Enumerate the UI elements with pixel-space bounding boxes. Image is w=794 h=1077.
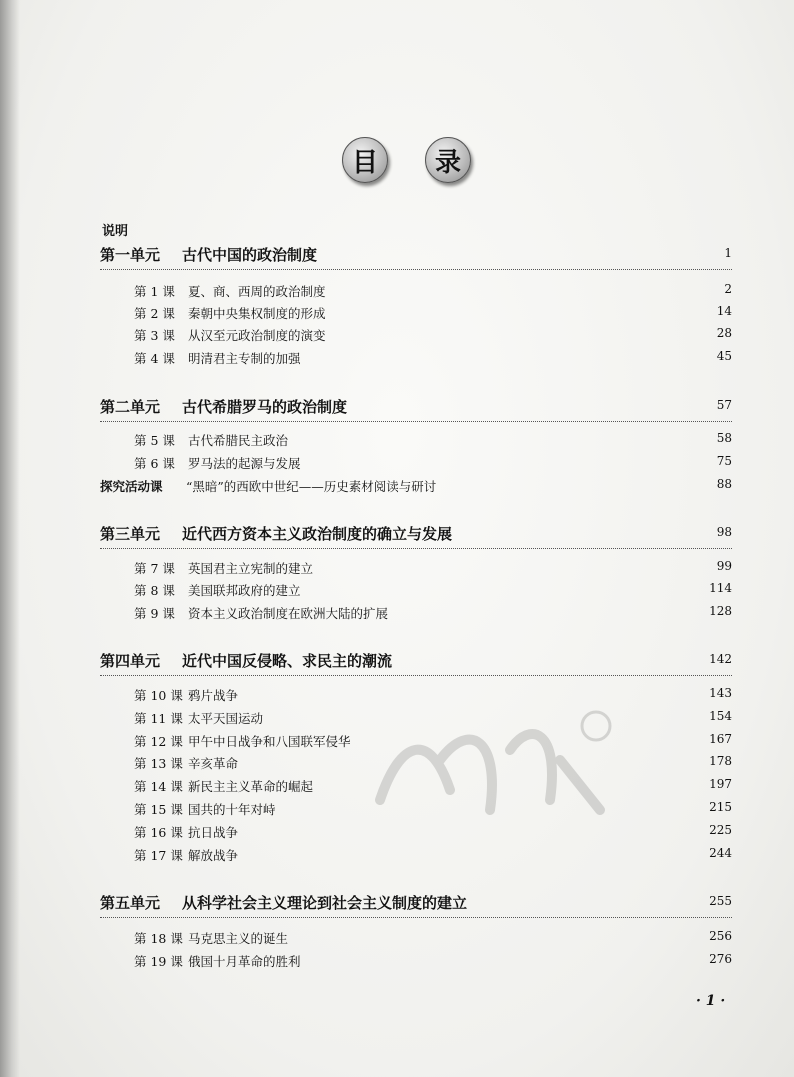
unit-page: 255	[709, 894, 732, 908]
lesson-entry[interactable]	[134, 754, 732, 774]
lesson-entry[interactable]	[134, 454, 732, 474]
title-char-mu: 目	[342, 137, 388, 183]
lesson-entry[interactable]	[134, 686, 732, 706]
lesson-page: 75	[716, 454, 732, 468]
explore-activity-entry[interactable]	[100, 477, 732, 497]
lesson-page: 154	[709, 709, 732, 723]
unit-number: 第三单元	[100, 525, 161, 543]
lesson-title: 明清君主专制的加强	[188, 351, 301, 366]
unit-entry[interactable]	[100, 394, 732, 420]
dotted-divider	[100, 675, 732, 676]
explore-page: 88	[716, 477, 732, 491]
lesson-title: 甲午中日战争和八国联军侵华	[188, 734, 351, 749]
lesson-title: 美国联邦政府的建立	[188, 583, 301, 598]
lesson-entry[interactable]	[134, 604, 732, 624]
lesson-entry[interactable]	[134, 304, 732, 324]
lesson-page: 225	[709, 823, 732, 837]
intro-entry[interactable]: 说明	[102, 224, 129, 239]
lesson-entry[interactable]	[134, 282, 732, 302]
lesson-entry[interactable]	[134, 326, 732, 346]
unit-number: 第四单元	[100, 652, 161, 670]
lesson-number: 第 8 课	[134, 583, 175, 598]
lesson-entry[interactable]	[134, 800, 732, 820]
unit-number: 第二单元	[100, 398, 161, 416]
unit-entry[interactable]	[100, 648, 732, 674]
lesson-title: 太平天国运动	[188, 711, 264, 726]
lesson-number: 第 19 课	[134, 954, 183, 969]
lesson-entry[interactable]	[134, 823, 732, 843]
explore-title: “黑暗”的西欧中世纪——历史素材阅读与研讨	[186, 479, 437, 494]
lesson-entry[interactable]	[134, 709, 732, 729]
lesson-title: 辛亥革命	[188, 756, 239, 771]
lesson-title: 俄国十月革命的胜利	[188, 954, 301, 969]
lesson-page: 58	[716, 431, 732, 445]
lesson-number: 第 14 课	[134, 779, 183, 794]
lesson-number: 第 7 课	[134, 561, 175, 576]
lesson-entry[interactable]	[134, 929, 732, 949]
lesson-title: 古代希腊民主政治	[188, 433, 289, 448]
unit-entry[interactable]	[100, 521, 732, 547]
unit-title: 近代西方资本主义政治制度的确立与发展	[182, 525, 453, 543]
lesson-number: 第 10 课	[134, 688, 183, 703]
unit-title: 从科学社会主义理论到社会主义制度的建立	[182, 894, 468, 912]
lesson-page: 244	[709, 846, 732, 860]
explore-label: 探究活动课	[100, 479, 163, 494]
lesson-page: 178	[709, 754, 732, 768]
lesson-entry[interactable]	[134, 777, 732, 797]
lesson-entry[interactable]	[134, 581, 732, 601]
lesson-title: 从汉至元政治制度的演变	[188, 328, 326, 343]
lesson-title: 马克思主义的诞生	[188, 931, 289, 946]
lesson-number: 第 13 课	[134, 756, 183, 771]
lesson-entry[interactable]	[134, 732, 732, 752]
lesson-page: 28	[716, 326, 732, 340]
lesson-page: 45	[716, 349, 732, 363]
lesson-page: 256	[709, 929, 732, 943]
unit-page: 1	[724, 246, 732, 260]
lesson-page: 276	[709, 952, 732, 966]
title-char-lu: 录	[425, 137, 471, 183]
lesson-number: 第 17 课	[134, 848, 183, 863]
lesson-number: 第 15 课	[134, 802, 183, 817]
lesson-page: 99	[716, 559, 732, 573]
lesson-number: 第 4 课	[134, 351, 175, 366]
unit-title: 古代中国的政治制度	[182, 246, 318, 264]
lesson-page: 128	[709, 604, 732, 618]
unit-title: 近代中国反侵略、求民主的潮流	[182, 652, 393, 670]
unit-page: 98	[716, 525, 732, 539]
lesson-page: 197	[709, 777, 732, 791]
lesson-page: 114	[709, 581, 732, 595]
lesson-title: 鸦片战争	[188, 688, 239, 703]
lesson-number: 第 5 课	[134, 433, 175, 448]
lesson-number: 第 9 课	[134, 606, 175, 621]
dotted-divider	[100, 421, 732, 422]
lesson-number: 第 1 课	[134, 284, 175, 299]
lesson-number: 第 18 课	[134, 931, 183, 946]
lesson-page: 215	[709, 800, 732, 814]
lesson-page: 143	[709, 686, 732, 700]
lesson-number: 第 2 课	[134, 306, 175, 321]
lesson-title: 英国君主立宪制的建立	[188, 561, 314, 576]
lesson-number: 第 16 课	[134, 825, 183, 840]
unit-number: 第一单元	[100, 246, 161, 264]
lesson-title: 夏、商、西周的政治制度	[188, 284, 326, 299]
lesson-title: 国共的十年对峙	[188, 802, 276, 817]
page-title	[0, 137, 794, 187]
lesson-entry[interactable]	[134, 559, 732, 579]
lesson-entry[interactable]	[134, 846, 732, 866]
dotted-divider	[100, 917, 732, 918]
unit-page: 57	[716, 398, 732, 412]
dotted-divider	[100, 548, 732, 549]
lesson-page: 14	[716, 304, 732, 318]
lesson-title: 罗马法的起源与发展	[188, 456, 301, 471]
lesson-title: 抗日战争	[188, 825, 239, 840]
lesson-entry[interactable]	[134, 431, 732, 451]
unit-title: 古代希腊罗马的政治制度	[182, 398, 348, 416]
lesson-title: 新民主主义革命的崛起	[188, 779, 314, 794]
page-number: · 1 ·	[696, 993, 726, 1009]
dotted-divider	[100, 269, 732, 270]
unit-entry[interactable]	[100, 242, 732, 268]
lesson-number: 第 6 课	[134, 456, 175, 471]
lesson-page: 2	[724, 282, 732, 296]
lesson-title: 解放战争	[188, 848, 239, 863]
lesson-number: 第 12 课	[134, 734, 183, 749]
lesson-number: 第 11 课	[134, 711, 183, 726]
lesson-title: 资本主义政治制度在欧洲大陆的扩展	[188, 606, 389, 621]
lesson-number: 第 3 课	[134, 328, 175, 343]
unit-page: 142	[709, 652, 732, 666]
lesson-page: 167	[709, 732, 732, 746]
unit-entry[interactable]	[100, 890, 732, 916]
lesson-title: 秦朝中央集权制度的形成	[188, 306, 326, 321]
unit-number: 第五单元	[100, 894, 161, 912]
lesson-entry[interactable]	[134, 349, 732, 369]
lesson-entry[interactable]	[134, 952, 732, 972]
